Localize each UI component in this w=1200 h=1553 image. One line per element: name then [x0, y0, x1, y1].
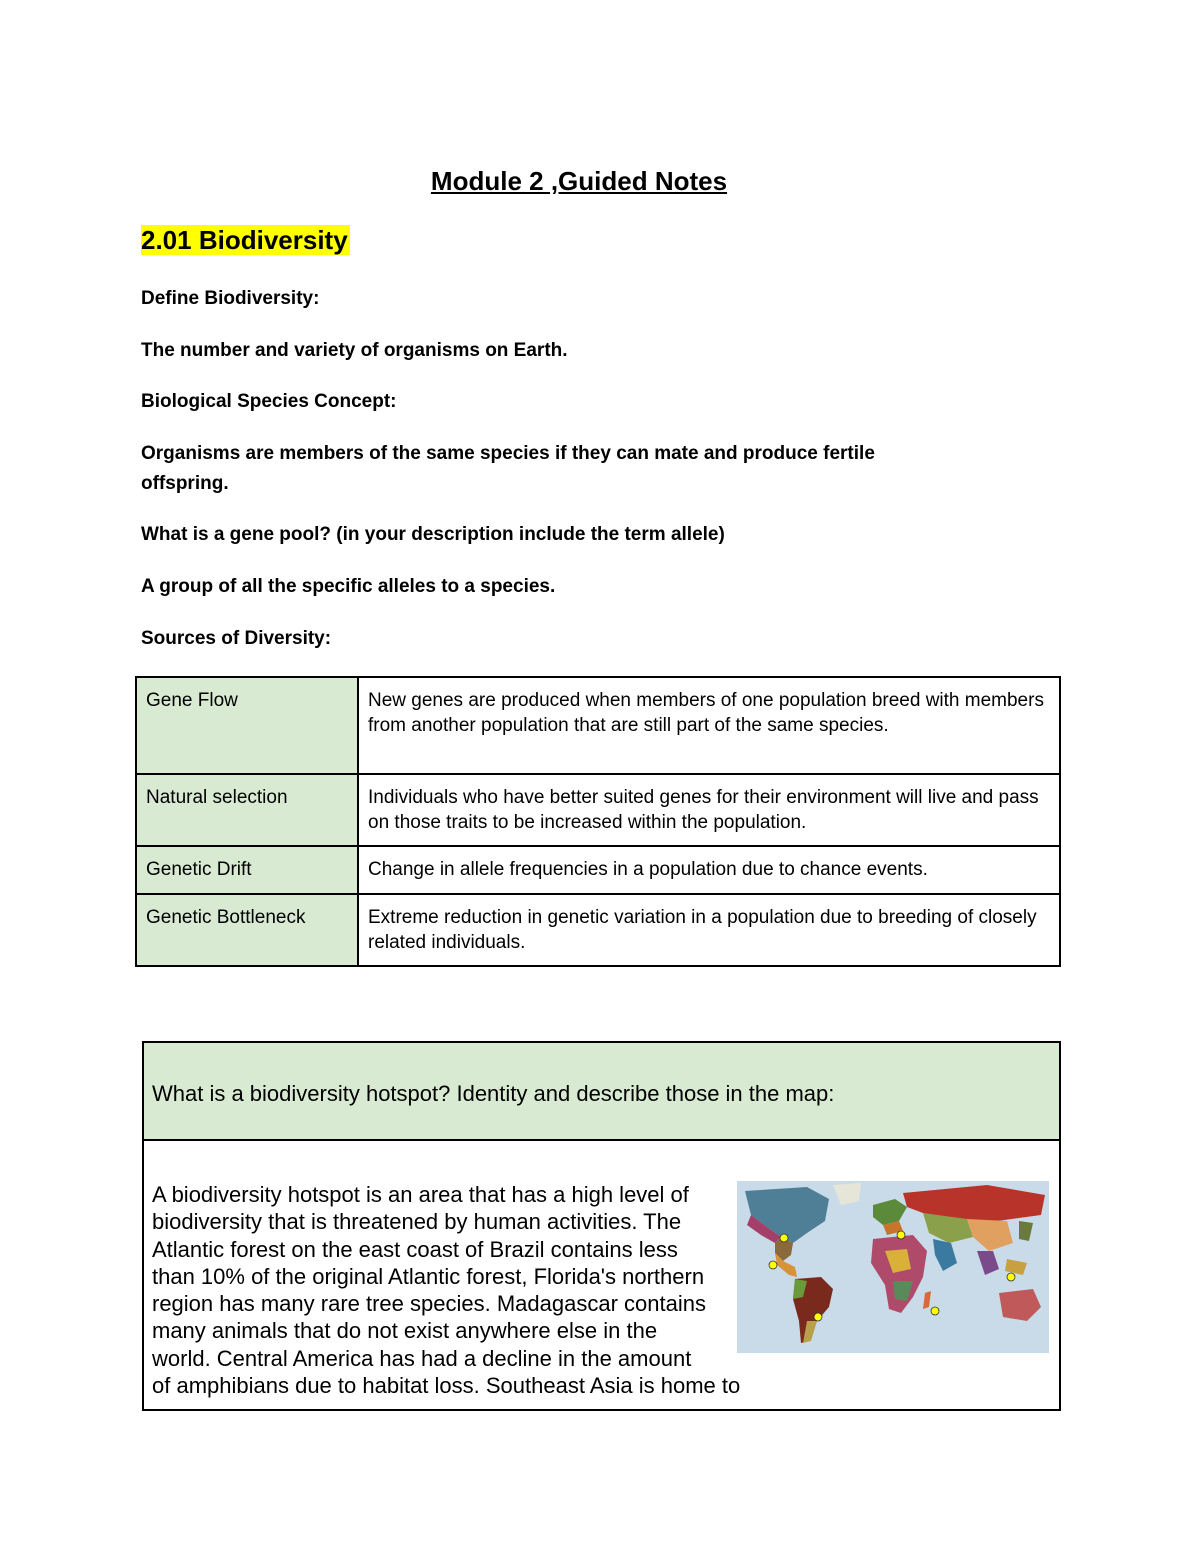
- term-cell: Genetic Drift: [136, 846, 358, 894]
- table-row: [136, 846, 1060, 894]
- term-cell: Gene Flow: [136, 677, 358, 774]
- hotspot-box: [142, 1041, 1061, 1411]
- document-title: Module 2 ,Guided Notes: [430, 166, 728, 196]
- sources-of-diversity-label: Sources of Diversity:: [141, 628, 332, 649]
- definition-cell: Individuals who have better suited genes for their environment will live and pass on those traits to be increased within the population.: [358, 774, 1060, 846]
- section-heading: [141, 224, 350, 256]
- species-concept-label: Biological Species Concept:: [141, 391, 397, 412]
- definition-cell: Change in allele frequencies in a population due to chance events.: [358, 846, 1060, 894]
- highlighted-heading-text: 2.01 Biodiversity: [141, 225, 348, 255]
- hotspot-answer-area: [144, 1141, 1059, 1399]
- species-concept-answer-line2: offspring.: [141, 473, 229, 494]
- definition-cell: Extreme reduction in genetic variation in a population due to breeding of closely related individuals.: [358, 894, 1060, 966]
- gene-pool-answer: A group of all the specific alleles to a species.: [141, 576, 556, 597]
- table-row: [136, 774, 1060, 846]
- species-concept-answer-line1: Organisms are members of the same species if they can mate and produce fertile: [141, 443, 875, 464]
- define-biodiversity-label: Define Biodiversity:: [141, 288, 320, 309]
- term-cell: Natural selection: [136, 774, 358, 846]
- sources-of-diversity-table: [135, 676, 1061, 967]
- hotspot-question: What is a biodiversity hotspot? Identity and describe those in the map:: [144, 1043, 1059, 1141]
- gene-pool-question: What is a gene pool? (in your description include the term allele): [141, 524, 725, 545]
- table-row: [136, 677, 1060, 774]
- world-map-image: [737, 1181, 1049, 1353]
- define-biodiversity-answer: The number and variety of organisms on Earth.: [141, 340, 568, 361]
- term-cell: Genetic Bottleneck: [136, 894, 358, 966]
- definition-cell: New genes are produced when members of one population breed with members from another population that are still part of the same species.: [358, 677, 1060, 774]
- table-row: [136, 894, 1060, 966]
- hotspot-answer-text: A biodiversity hotspot is an area that has a high level of biodiversity that is threatened by human activities. The Atlantic forest on the east coast of Brazil contains less than 10% of the original Atlantic forest, Florida's northern region has many rare tree species. Madagascar contains many animals that do not exist anywhere else in the world. Central America has had a decline in the amount of amphibians due to habitat loss. Southeast Asia is home to: [152, 1182, 741, 1399]
